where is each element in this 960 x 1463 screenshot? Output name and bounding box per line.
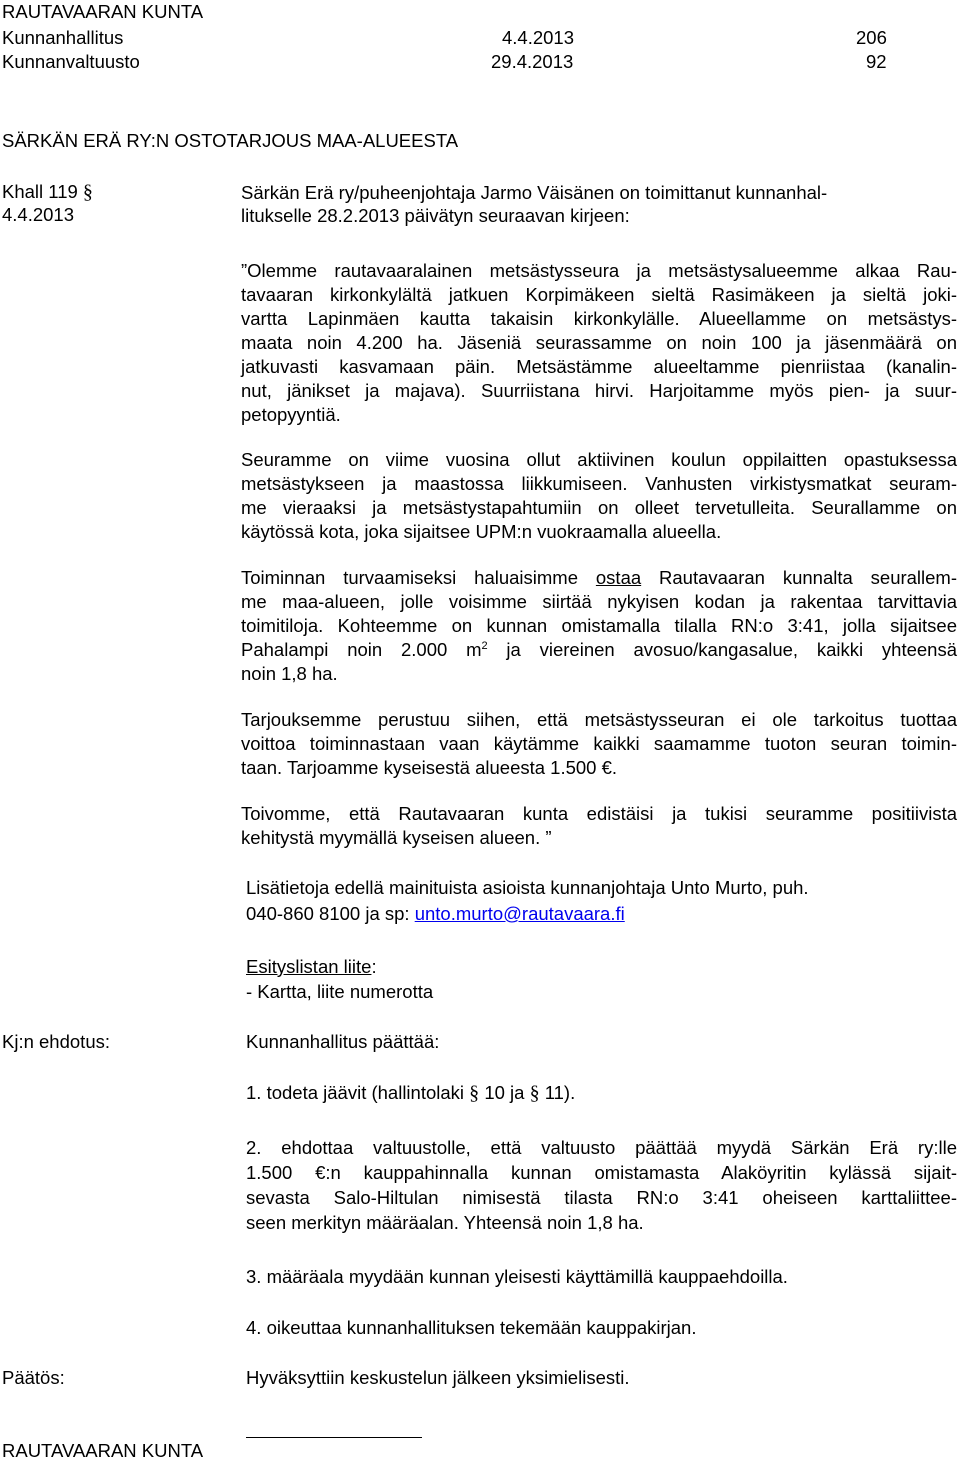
organization-name: RAUTAVAARAN KUNTA: [2, 1, 204, 22]
intro-line-2: litukselle 28.2.2013 päivätyn seuraavan kirjeen:: [241, 205, 630, 226]
info-line-2: 040-860 8100 ja sp: unto.murto@rautavaara.fi: [246, 903, 625, 924]
intro-line-1: Särkän Erä ry/puheenjohtaja Jarmo Väisänen on toimittanut kunnanhal-: [241, 182, 828, 203]
proposal-item-2-line-1: 2. ehdottaa valtuustolle, että valtuusto päättää myydä Särkän Erä ry:lle: [246, 1137, 957, 1158]
proposal-item-2-line-4: seen merkityn määräalan. Yhteensä noin 1,8 ha.: [246, 1212, 644, 1233]
letter-p1-line-1: ”Olemme rautavaaralainen metsästysseura ja metsästysalueemme alkaa Rau-: [241, 260, 957, 281]
document-title: SÄRKÄN ERÄ RY:N OSTOTARJOUS MAA-ALUEESTA: [2, 130, 459, 151]
decision-label: Päätös:: [2, 1367, 65, 1388]
header-page-kunnanvaltuusto: 92: [866, 51, 887, 72]
section-sign-icon: §: [469, 1082, 480, 1104]
section-sign-icon: §: [82, 181, 93, 203]
reference-label: [2, 181, 93, 204]
letter-p5-line-2: kehitystä myymällä kyseisen alueen. ”: [241, 827, 552, 848]
letter-p2-line-2: metsästykseen ja maastossa liikkumiseen. Vanhusten virkistysmatkat seuram-: [241, 473, 957, 494]
letter-p4-line-3: taan. Tarjoamme kyseisestä alueesta 1.500 €.: [241, 757, 618, 778]
letter-p2-line-3: me vieraaksi ja metsästystapahtumiin on olleet tervetulleita. Seurallamme on: [241, 497, 957, 518]
letter-p3-line-5: noin 1,8 ha.: [241, 663, 338, 684]
attachment-item: - Kartta, liite numerotta: [246, 981, 434, 1002]
proposal-item-1: 1. todeta jäävit (hallintolaki § 10 ja § 11).: [246, 1082, 576, 1104]
letter-p4-line-2: voittoa toiminnastaan vaan käytämme kaikki saamamme tuoton seuran toimin-: [241, 733, 957, 754]
letter-p1-line-3: vartta Lapinmäen kautta takaisin kirkonkylälle. Alueellamme on metsästys-: [241, 308, 957, 329]
letter-p2-line-4: käytössä kota, joka sijaitsee UPM:n vuokraamalla alueella.: [241, 521, 722, 542]
decision-text: Hyväksyttiin keskustelun jälkeen yksimielisesti.: [246, 1367, 630, 1388]
header-date-kunnanvaltuusto: 29.4.2013: [491, 51, 574, 72]
letter-p1-line-6: nut, jänikset ja majava). Suurriistana hirvi. Harjoitamme myös pien- ja suur-: [241, 380, 957, 401]
info-line-1: Lisätietoja edellä mainituista asioista kunnanjohtaja Unto Murto, puh.: [246, 877, 809, 898]
superscript: 2: [481, 640, 488, 652]
proposal-item-2-line-2: 1.500 €:n kauppahinnalla kunnan omistamasta Alaköyritin kylässä sijait-: [246, 1162, 957, 1183]
letter-p2-line-1: Seuramme on viime vuosina ollut aktiivinen koulun oppilaitten opastuksessa: [241, 449, 957, 470]
email-link[interactable]: unto.murto@rautavaara.fi: [414, 903, 625, 924]
letter-p3-line-4: Pahalampi noin 2.000 $m^2$ ja viereinen avosuo/kangasalue, kaikki yhteensä: [241, 639, 957, 660]
letter-p1-line-4: maata noin 4.200 ha. Jäseniä seurassamme on noin 100 ja jäsenmäärä on: [241, 332, 957, 353]
letter-p4-line-1: Tarjouksemme perustuu siihen, että metsästysseuran ei ole tarkoitus tuottaa: [241, 709, 957, 730]
proposal-item-4: 4. oikeuttaa kunnanhallituksen tekemään kauppakirjan.: [246, 1317, 697, 1338]
proposal-item-3: 3. määräala myydään kunnan yleisesti käyttämillä kauppaehdoilla.: [246, 1266, 788, 1287]
proposal-label: Kj:n ehdotus:: [2, 1031, 110, 1052]
letter-p1-line-2: tavaaran kirkonkylältä jatkuen Korpimäkeen sieltä Rasimäkeen ja sieltä joki-: [241, 284, 957, 305]
reference-date: 4.4.2013: [2, 204, 75, 225]
letter-p1-line-5: jatkuvasti kasvamaan päin. Metsästämme alueeltamme pienriistaa (kanalin-: [241, 356, 957, 377]
header-body-kunnanvaltuusto: Kunnanvaltuusto: [2, 51, 140, 72]
letter-p5-line-1: Toivomme, että Rautavaaran kunta edistäisi ja tukisi seuramme positiivista: [241, 803, 957, 824]
header-page-kunnanhallitus: 206: [856, 27, 887, 48]
letter-p3-line-2: me maa-alueen, jolle voisimme siirtää nykyisen kodan ja rakentaa tarvittavia: [241, 591, 957, 612]
proposal-heading: Kunnanhallitus päättää:: [246, 1031, 440, 1052]
letter-p3-line-3: toimitiloja. Kohteemme on kunnan omistamalla tilalla RN:o 3:41, jolla sijaitsee: [241, 615, 957, 636]
footer-organization-name: RAUTAVAARAN KUNTA: [2, 1440, 204, 1461]
signature-line: [246, 1437, 422, 1438]
proposal-item-2-line-3: sevasta Salo-Hiltulan nimisestä tilasta RN:o 3:41 oheiseen karttaliittee-: [246, 1187, 957, 1208]
reference-number: Khall 119: [2, 181, 78, 202]
letter-p1-line-7: petopyyntiä.: [241, 404, 341, 425]
letter-p3-line-1: Toiminnan turvaamiseksi haluaisimme ostaa Rautavaaran kunnalta seurallem-: [241, 567, 958, 588]
attachment-heading: Esityslistan liite:: [246, 956, 377, 977]
header-date-kunnanhallitus: 4.4.2013: [502, 27, 575, 48]
section-sign-icon: §: [529, 1082, 540, 1104]
attachment-label: Esityslistan liite: [246, 956, 372, 977]
header-body-kunnanhallitus: Kunnanhallitus: [2, 27, 124, 48]
underlined-word: ostaa: [595, 567, 642, 588]
